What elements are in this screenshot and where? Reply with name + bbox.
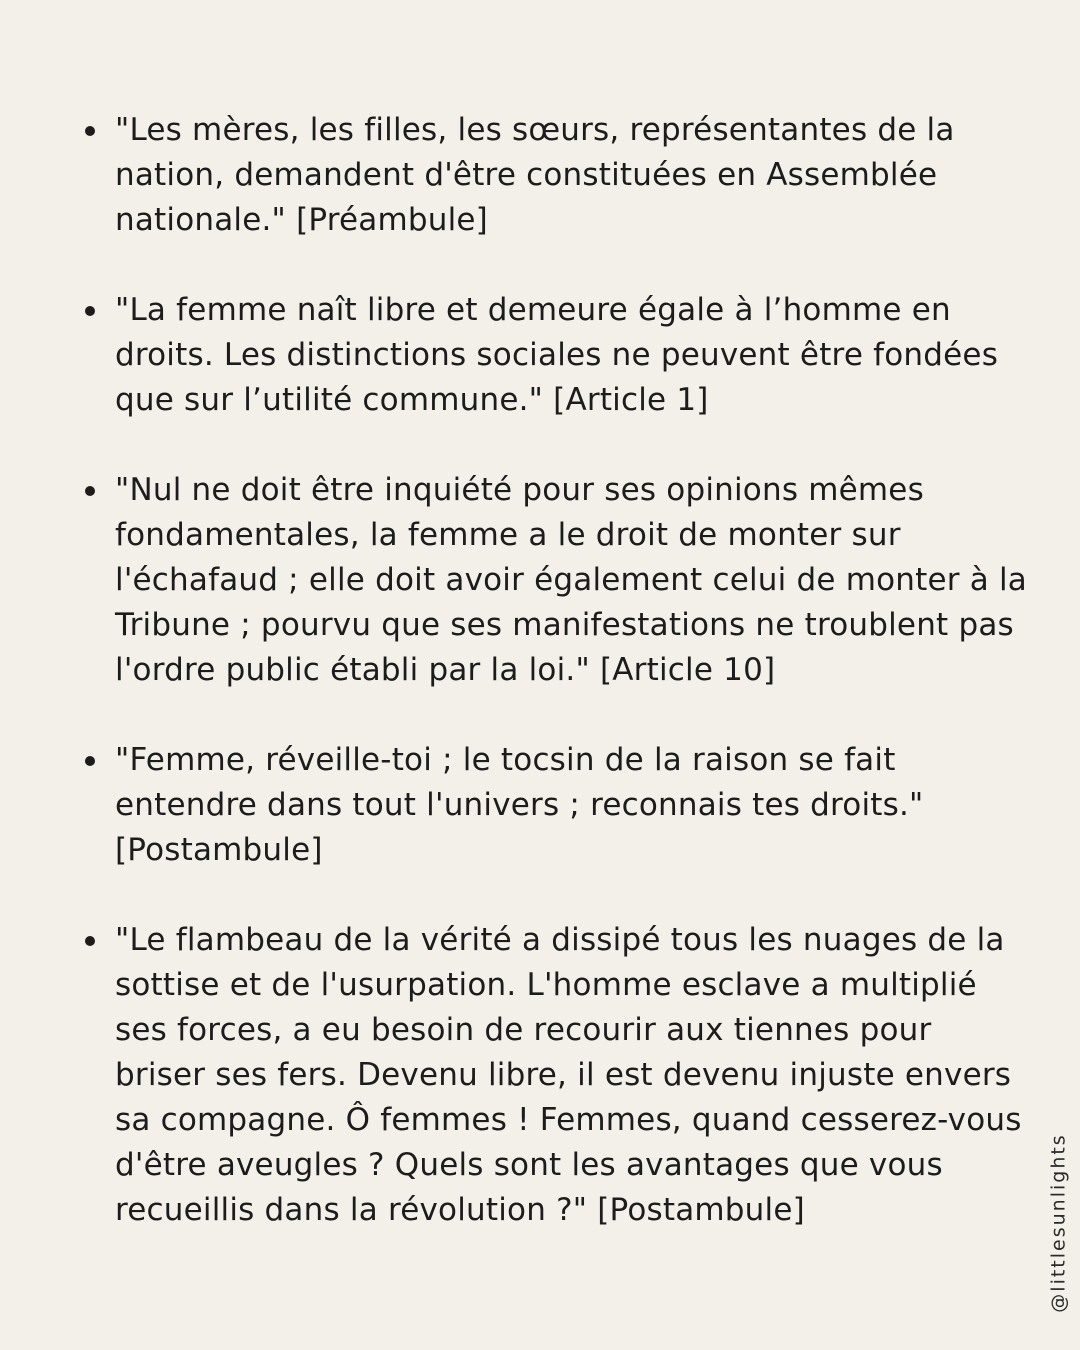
quote-text: "Les mères, les filles, les sœurs, représentantes de la nation, demandent d'être constituées en Assemblée nationale." [Préambule] [115,112,955,238]
quote-item-postambule-1 [0,738,1080,873]
bullet-icon [85,306,95,316]
quote-item-article-10 [0,468,1080,693]
bullet-icon [85,756,95,766]
quote-text: "La femme naît libre et demeure égale à l’homme en droits. Les distinctions sociales ne peuvent être fondées que sur l’utilité commune." [Article 1] [115,292,999,418]
quote-text: "Le flambeau de la vérité a dissipé tous les nuages de la sottise et de l'usurpation. L'homme esclave a multiplié ses forces, a eu besoin de recourir aux tiennes pour briser ses fers. Devenu libre, il est devenu injuste envers sa compagne. Ô femmes ! Femmes, quand cesserez-vous d'être aveugles ? Quels sont les avantages que vous recueillis dans la révolution ?" [Postambule] [115,922,1022,1228]
bullet-icon [85,126,95,136]
author-handle-text: @littlesunlights [1048,1133,1071,1313]
quote-list [0,108,1080,1278]
author-handle [1042,1128,1076,1318]
quote-item-preambule [0,108,1080,243]
quote-item-postambule-2 [0,918,1080,1233]
quote-text: "Femme, réveille-toi ; le tocsin de la raison se fait entendre dans tout l'univers ; reconnais tes droits." [Postambule] [115,742,924,868]
bullet-icon [85,936,95,946]
quote-item-article-1 [0,288,1080,423]
bullet-icon [85,486,95,496]
quote-text: "Nul ne doit être inquiété pour ses opinions mêmes fondamentales, la femme a le droit de monter sur l'échafaud ; elle doit avoir également celui de monter à la Tribune ; pourvu que ses manifestations ne troublent pas l'ordre public établi par la loi." [Article 10] [115,472,1027,688]
